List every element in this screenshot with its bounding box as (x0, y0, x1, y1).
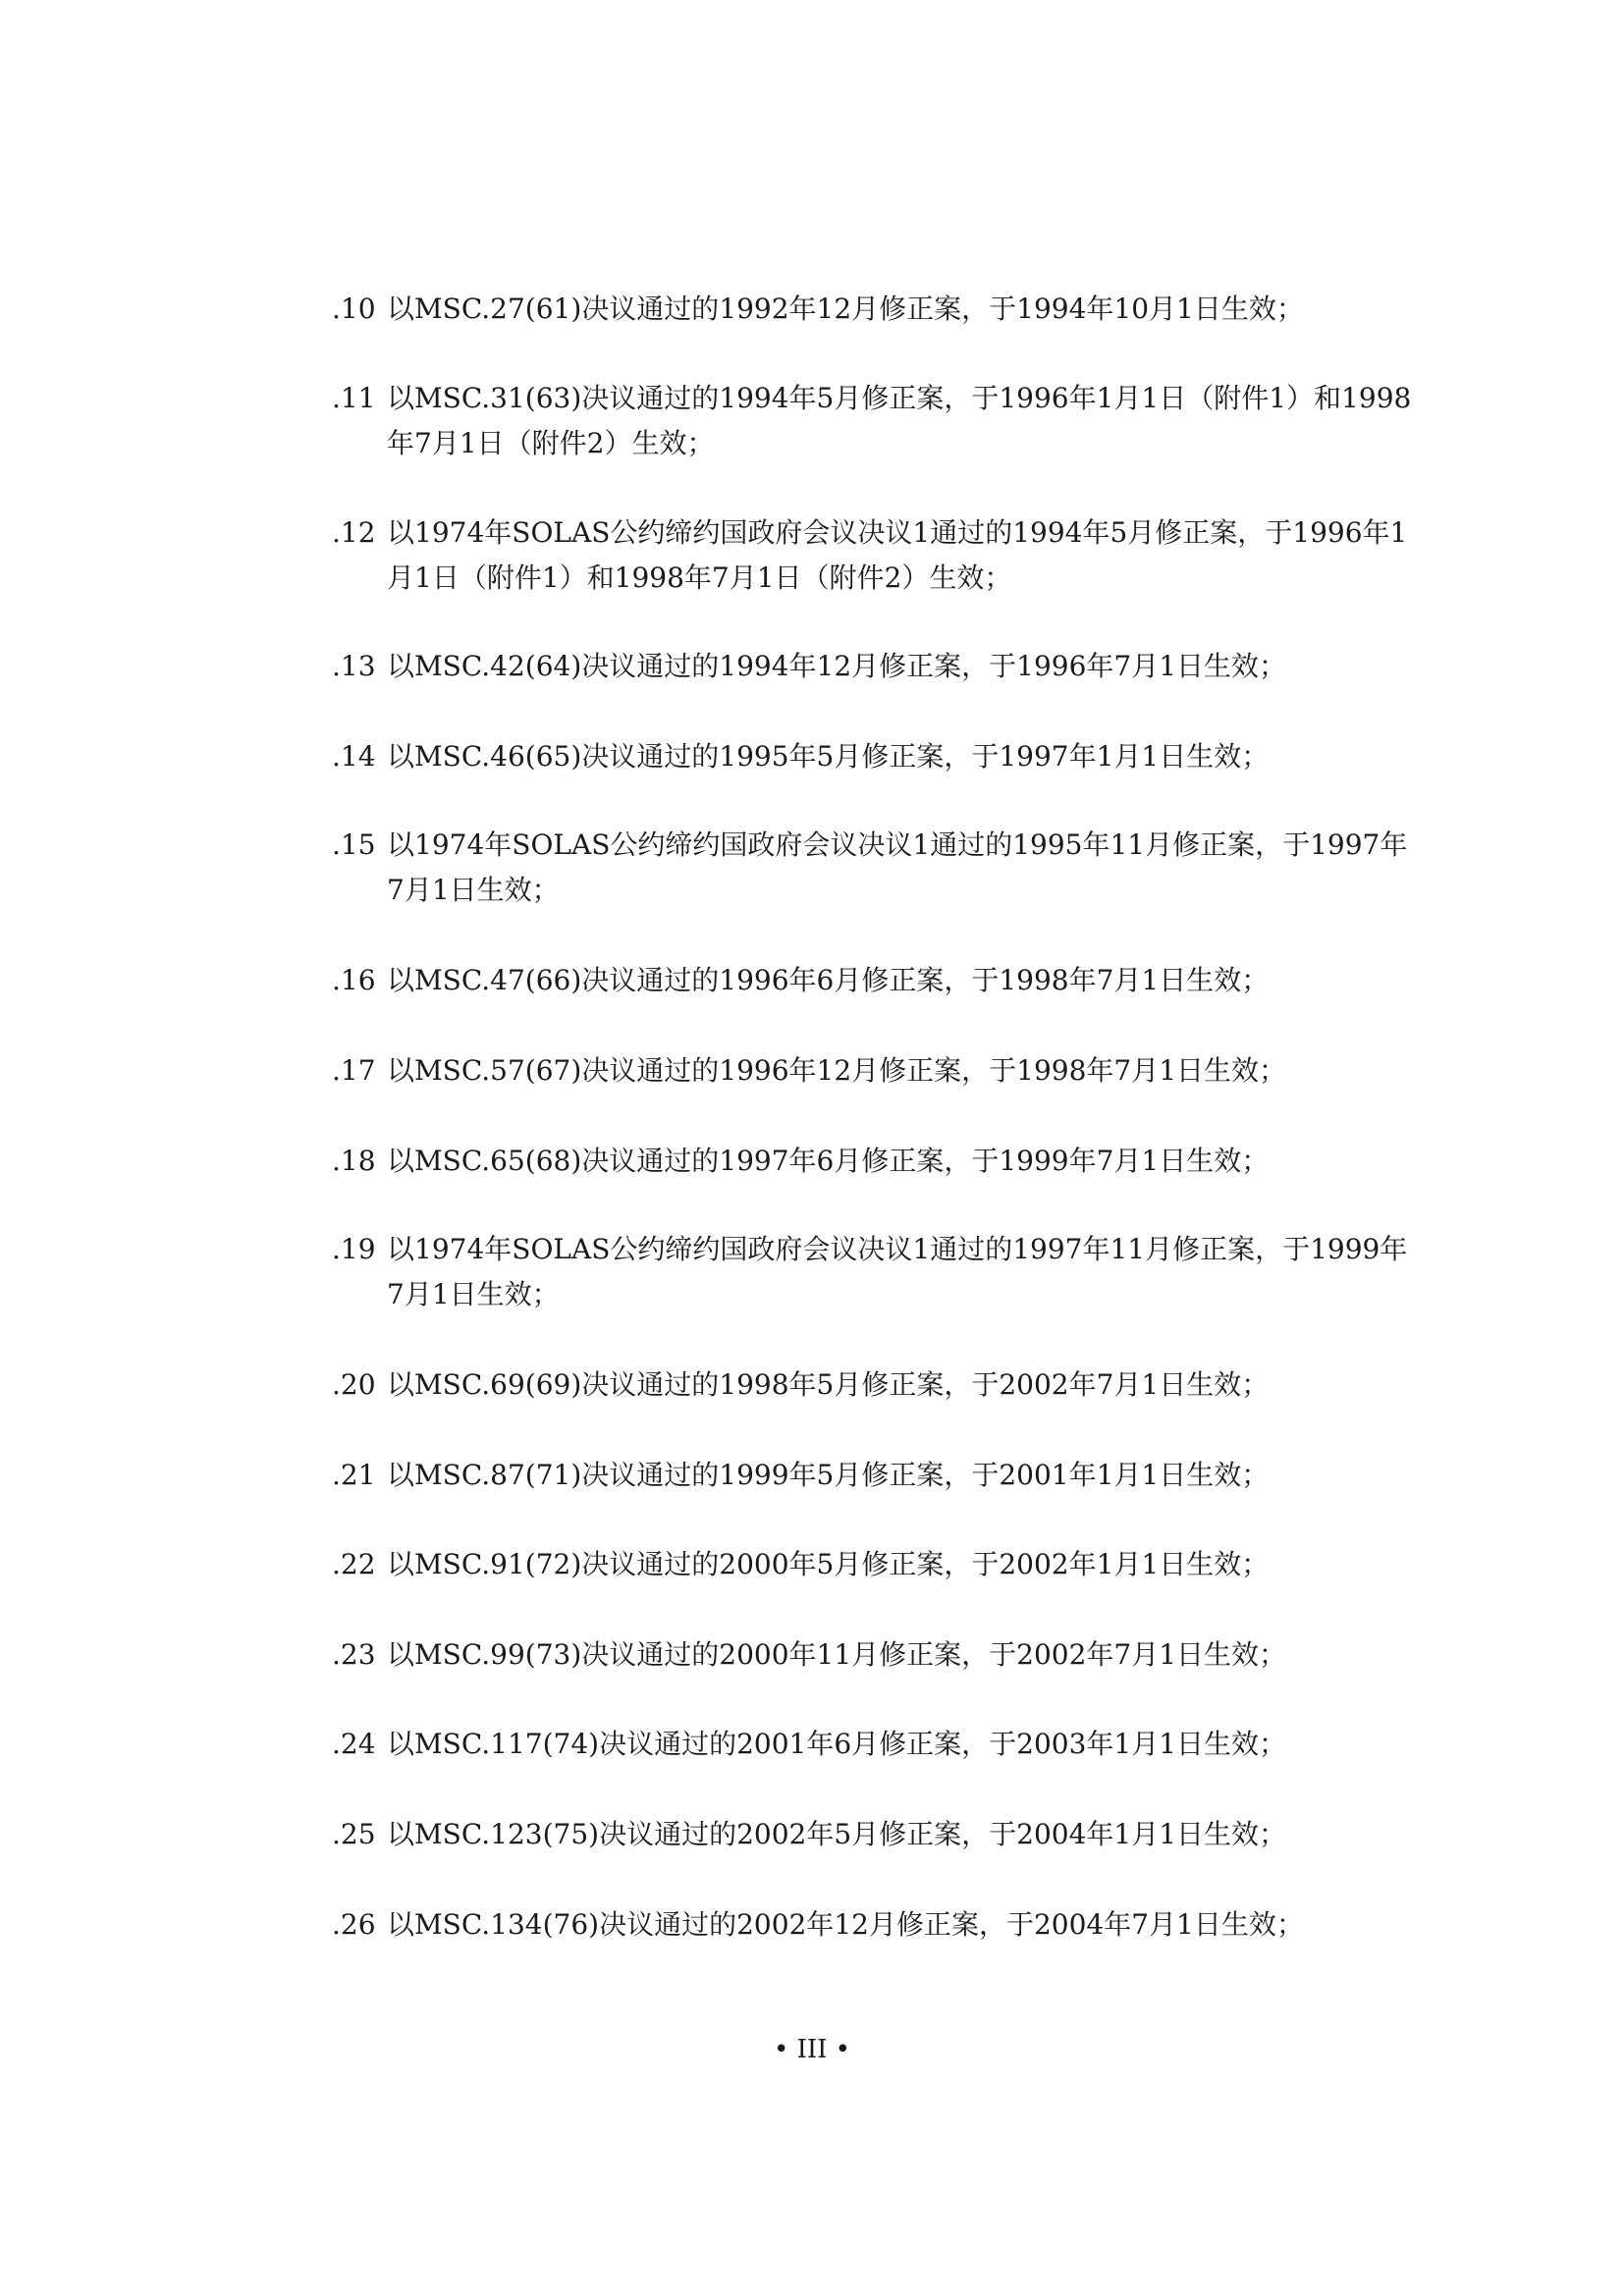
item-number: .20 (332, 1368, 376, 1401)
list-item (332, 1048, 1412, 1094)
item-number: .17 (332, 1054, 376, 1087)
list-item (332, 1632, 1412, 1678)
item-number: .14 (332, 740, 376, 773)
item-number: .25 (332, 1818, 376, 1850)
list-item (332, 1139, 1412, 1184)
item-text: 以MSC.87(71)决议通过的1999年5月修正案，于2001年1月1日生效； (387, 1459, 1270, 1491)
list-item (332, 1722, 1412, 1767)
item-text: 以MSC.27(61)决议通过的1992年12月修正案，于1994年10月1日生效； (387, 293, 1304, 325)
list-item (332, 644, 1412, 689)
item-number: .26 (332, 1908, 376, 1941)
item-text: 以MSC.134(76)决议通过的2002年12月修正案，于2004年7月1日生效； (387, 1908, 1304, 1941)
item-number: .22 (332, 1548, 376, 1580)
list-item (332, 1227, 1412, 1317)
item-number: .15 (332, 828, 376, 861)
item-number: .11 (332, 382, 376, 414)
item-number: .18 (332, 1145, 376, 1177)
list-item (332, 823, 1412, 913)
list-item (332, 958, 1412, 1003)
item-text: 以MSC.99(73)决议通过的2000年11月修正案，于2002年7月1日生效； (387, 1638, 1287, 1671)
list-item (332, 734, 1412, 779)
item-number: .21 (332, 1459, 376, 1491)
item-text: 以MSC.123(75)决议通过的2002年5月修正案，于2004年1月1日生效； (387, 1818, 1287, 1850)
list-item (332, 1542, 1412, 1587)
item-text: 以1974年SOLAS公约缔约国政府会议决议1通过的1994年5月修正案，于1996年1月1日（附件1）和1998年7月1日（附件2）生效； (387, 516, 1408, 594)
item-number: .19 (332, 1233, 376, 1265)
list-item (332, 1902, 1412, 1948)
page-number: • III • (773, 2035, 850, 2064)
list-item (332, 1362, 1412, 1408)
item-text: 以MSC.31(63)决议通过的1994年5月修正案，于1996年1月1日（附件1）和1998年7月1日（附件2）生效； (387, 382, 1412, 459)
item-text: 以MSC.65(68)决议通过的1997年6月修正案，于1999年7月1日生效； (387, 1145, 1270, 1177)
list-item (332, 376, 1412, 466)
item-text: 以MSC.42(64)决议通过的1994年12月修正案，于1996年7月1日生效； (387, 650, 1287, 682)
item-text: 以MSC.117(74)决议通过的2001年6月修正案，于2003年1月1日生效； (387, 1728, 1287, 1760)
list-item (332, 510, 1412, 601)
item-number: .24 (332, 1728, 376, 1760)
item-number: .23 (332, 1638, 376, 1671)
item-number: .13 (332, 650, 376, 682)
item-number: .12 (332, 516, 376, 549)
item-text: 以MSC.69(69)决议通过的1998年5月修正案，于2002年7月1日生效； (387, 1368, 1270, 1401)
item-text: 以MSC.46(65)决议通过的1995年5月修正案，于1997年1月1日生效； (387, 740, 1270, 773)
item-number: .16 (332, 964, 376, 996)
item-text: 以1974年SOLAS公约缔约国政府会议决议1通过的1997年11月修正案，于1999年7月1日生效； (387, 1233, 1408, 1310)
item-text: 以MSC.47(66)决议通过的1996年6月修正案，于1998年7月1日生效； (387, 964, 1270, 996)
item-text: 以MSC.57(67)决议通过的1996年12月修正案，于1998年7月1日生效； (387, 1054, 1287, 1087)
list-item (332, 1453, 1412, 1498)
item-text: 以MSC.91(72)决议通过的2000年5月修正案，于2002年1月1日生效； (387, 1548, 1270, 1580)
item-number: .10 (332, 293, 376, 325)
item-text: 以1974年SOLAS公约缔约国政府会议决议1通过的1995年11月修正案，于1997年7月1日生效； (387, 828, 1408, 906)
list-item (332, 287, 1412, 332)
list-item (332, 1812, 1412, 1857)
